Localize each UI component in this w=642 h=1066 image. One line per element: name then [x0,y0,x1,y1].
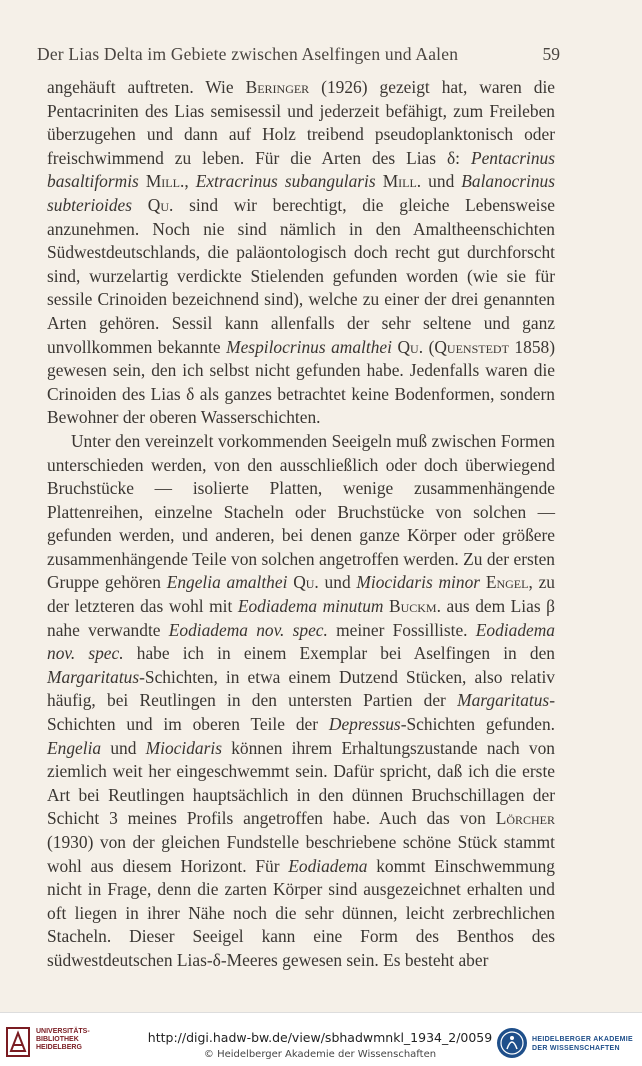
author-name: Qu. [397,336,424,357]
taxon-name: Balanocrinus subterioides [47,171,555,215]
page-number: 59 [542,44,560,64]
library-logo-line: UNIVERSITÄTS- [36,1028,90,1035]
author-name: Qu. [147,194,174,215]
paragraph-1: angehäuft auftreten. Wie Beringer (1926) gezeigt hat, waren die Pentacriniten des Lias semisessil und jederzeit befähigt, zum Freileben überzugehen und dann auf Holz treibend pseudoplanktonisch oder freischwimmend zu leben. Für die Arten des Lias δ: Pentacrinus basaltiformis Mill., Extracrinus subangularis Mill. und Balanocrinus subterioides Qu. sind wir berechtigt, die gleiche Lebensweise anzunehmen. Noch nie sind nämlich in den Amaltheenschichten Südwestdeutschlands, die paläontologisch doch recht gut durchforscht sind, wurzelartig verdickte Stielenden gefunden worden (wie sie für sessile Crinoiden bezeichnend sind), welche zu einer der drei genannten Arten gehören. Sessil kann allenfalls der sehr seltene und ganz unvollkommen bekannte Mespilocrinus amalthei Qu. (Quenstedt 1858) gewesen sein, den ich selbst nicht gefunden habe. Jedenfalls waren die Crinoiden des Lias δ als ganzes betrachtet keine Bodenformen, sondern Bewohner der oberen Wasserschichten. [47,77,555,428]
library-logo-line: BIBLIOTHEK [36,1036,79,1043]
taxon-name: Eodiadema nov. spec. [47,619,555,664]
taxon-name: Pentacrinus basaltiformis [47,147,555,192]
author-name: Beringer [245,77,310,97]
author-name: Qu. [293,572,319,593]
taxon-name: Miocidaris [145,737,222,758]
viewer-footer [0,1012,642,1066]
taxon-name: Eodiadema [288,855,368,876]
taxon-name: Margaritatus [47,666,140,687]
body-text [47,76,555,973]
taxon-name: Engelia amalthei [166,572,288,593]
academy-logo-line: DER WISSENSCHAFTEN [532,1045,620,1052]
copyright-notice: © Heidelberger Akademie der Wissenschaften [203,1049,437,1060]
taxon-name: Margaritatus [457,690,550,711]
taxon-name: Engelia [47,737,102,758]
taxon-name: Depressus [328,714,401,735]
academy-logo[interactable] [496,1025,640,1063]
author-name: Quenstedt [434,336,509,357]
author-name: Engel [485,572,529,593]
taxon-name: Extracrinus subangularis [195,171,376,192]
permalink-url[interactable]: http://digi.hadw-bw.de/view/sbhadwmnkl_1934_2/0059 [147,1030,493,1045]
paragraph-2: Unter den vereinzelt vorkommenden Seeigeln muß zwischen Formen unterschieden werden, von den ausschließlich oder doch überwiegend Bruchstücke — isolierte Platten, wenige zusammenhängende Plattenreihen, einzelne Stacheln oder Bruchstücke von solchen — gefunden werden, und anderen, bei denen ganze Körper oder größere zusammenhängende Teile von solchen angetroffen werden. Zu der ersten Gruppe gehören Engelia amalthei Qu. und Miocidaris minor Engel, zu der letzteren das wohl mit Eodiadema minutum Buckm. aus dem Lias β nahe verwandte Eodiadema nov. spec. meiner Fossilliste. Eodiadema nov. spec. habe ich in einem Exemplar bei Aselfingen in den Margaritatus-Schichten, in etwa einem Dutzend Stücken, also relativ häufig, bei Reutlingen in den untersten Partien der Margaritatus-Schichten und im oberen Teile der Depressus-Schichten gefunden. Engelia und Miocidaris können ihrem Erhaltungszustande nach von ziemlich weit her eingeschwemmt sein. Dafür spricht, daß ich die erste Art bei Reutlingen hauptsächlich in den dünnen Bruchschillagen der Schicht 3 meines Profils angetroffen habe. Auch das von Lörcher (1930) von der gleichen Fundstelle beschriebene schöne Stück stammt wohl aus diesem Horizont. Für Eodiadema kommt Einschwemmung nicht in Frage, denn die zarten Körper sind ausgezeichnet erhalten und oft liegen in ihrer Nähe noch die sehr dünnen, leicht zerbrechlichen Stacheln. Dieser Seeigel kann eine Form des Benthos des südwestdeutschen Lias-δ-Meeres gewesen sein. Es besteht aber [47,430,556,970]
academy-logo-text [532,1035,633,1053]
library-emblem-icon [6,1027,30,1057]
university-library-logo[interactable] [6,1027,126,1061]
academy-seal-icon [496,1025,528,1061]
taxon-name: Eodiadema minutum [237,596,384,617]
academy-logo-line: HEIDELBERGER AKADEMIE [532,1036,633,1043]
running-head: Der Lias Delta im Gebiete zwischen Aselfingen und Aalen [37,44,459,64]
taxon-name: Miocidaris minor [356,572,481,593]
taxon-name: Eodiadema nov. spec. [168,619,328,640]
taxon-name: Mespilocrinus amalthei [226,336,392,357]
author-name: Lörcher [495,808,555,829]
library-logo-text [36,1028,90,1052]
author-name: Buckm. [389,596,441,617]
author-name: Mill. [382,171,422,192]
library-logo-line: HEIDELBERG [36,1044,82,1051]
author-name: Mill. [145,171,185,192]
